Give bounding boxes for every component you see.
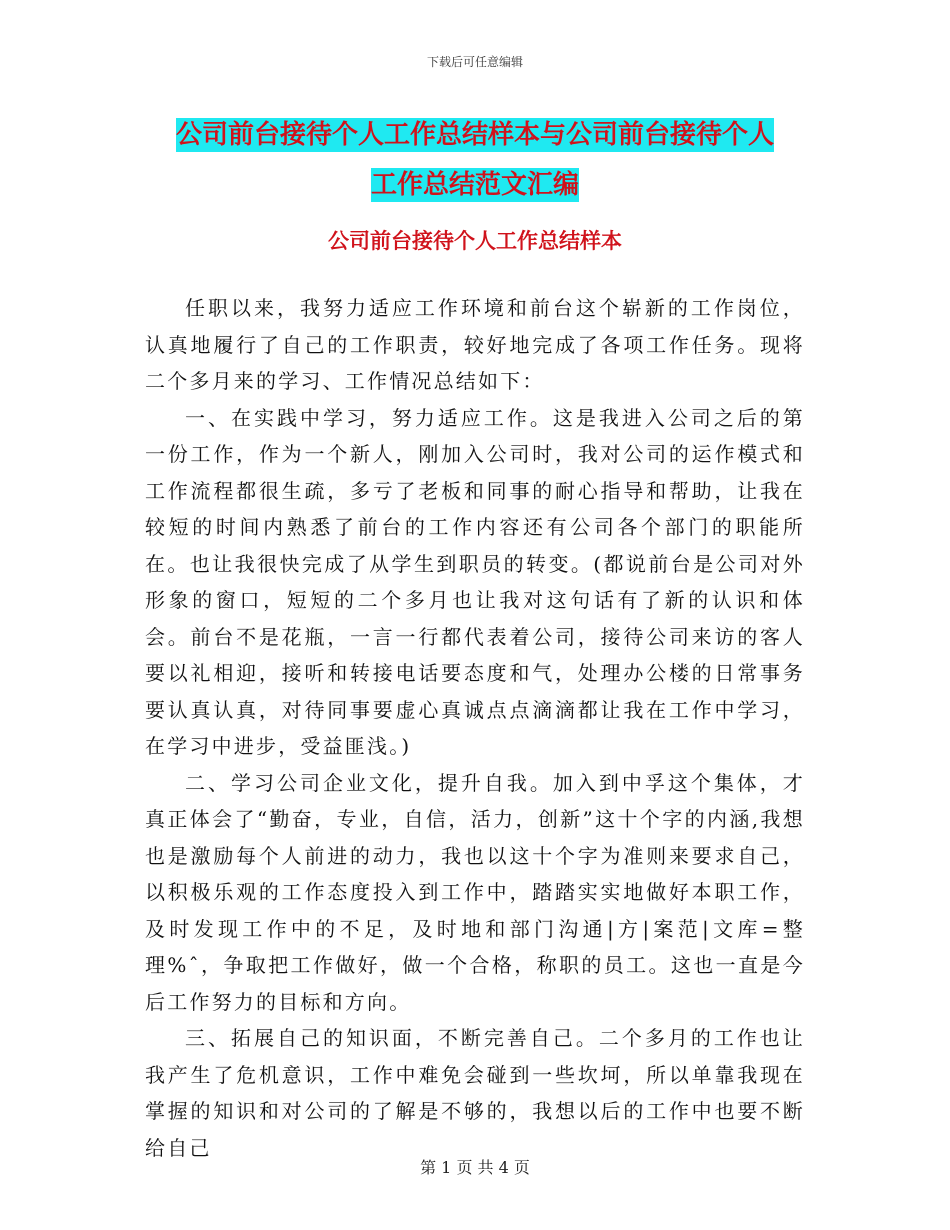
document-title <box>145 110 805 210</box>
section-title: 公司前台接待个人工作总结样本 <box>328 229 622 253</box>
title-line-1: 公司前台接待个人工作总结样本与公司前台接待个人 <box>175 120 774 150</box>
header-note: 下载后可任意编辑 <box>426 55 523 69</box>
paragraph-intro: 任职以来，我努力适应工作环境和前台这个崭新的工作岗位，认真地履行了自己的工作职责，较好地完成了各项工作任务。现将二个多月来的学习、工作情况总结如下： <box>145 296 805 393</box>
paragraph-1: 一、在实践中学习，努力适应工作。这是我进入公司之后的第一份工作，作为一个新人，刚加入公司时，我对公司的运作模式和工作流程都很生疏，多亏了老板和同事的耐心指导和帮助，让我在较短的时间内熟悉了前台的工作内容还有公司各个部门的职能所在。也让我很快完成了从学生到职员的转变。(都说前台是公司对外形象的窗口，短短的二个多月也让我对这句话有了新的认识和体会。前台不是花瓶，一言一行都代表着公司，接待公司来访的客人要以礼相迎，接听和转接电话要态度和气，处理办公楼的日常事务要认真认真，对待同事要虚心真诚点点滴滴都让我在工作中学习，在学习中进步，受益匪浅。) <box>145 405 805 758</box>
page-footer: 第 1 页 共 4 页 <box>420 1158 530 1177</box>
title-line-2: 工作总结范文汇编 <box>370 170 579 200</box>
paragraph-3: 三、拓展自己的知识面，不断完善自己。二个多月的工作也让我产生了危机意识，工作中难免会碰到一些坎坷，所以单靠我现在掌握的知识和对公司的了解是不够的，我想以后的工作中也要不断给自己 <box>145 1026 805 1160</box>
paragraph-2: 二、学习公司企业文化，提升自我。加入到中孚这个集体，才真正体会了“勤奋，专业，自信，活力，创新”这十个字的内涵,我想也是激励每个人前进的动力，我也以这十个字为准则来要求自己，以积极乐观的工作态度投入到工作中，踏踏实实地做好本职工作，及时发现工作中的不足，及时地和部门沟通|方|案范|文库=整理%ˆ，争取把工作做好，做一个合格，称职的员工。这也一直是今后工作努力的目标和方向。 <box>145 770 805 1014</box>
body-text <box>145 290 805 1166</box>
